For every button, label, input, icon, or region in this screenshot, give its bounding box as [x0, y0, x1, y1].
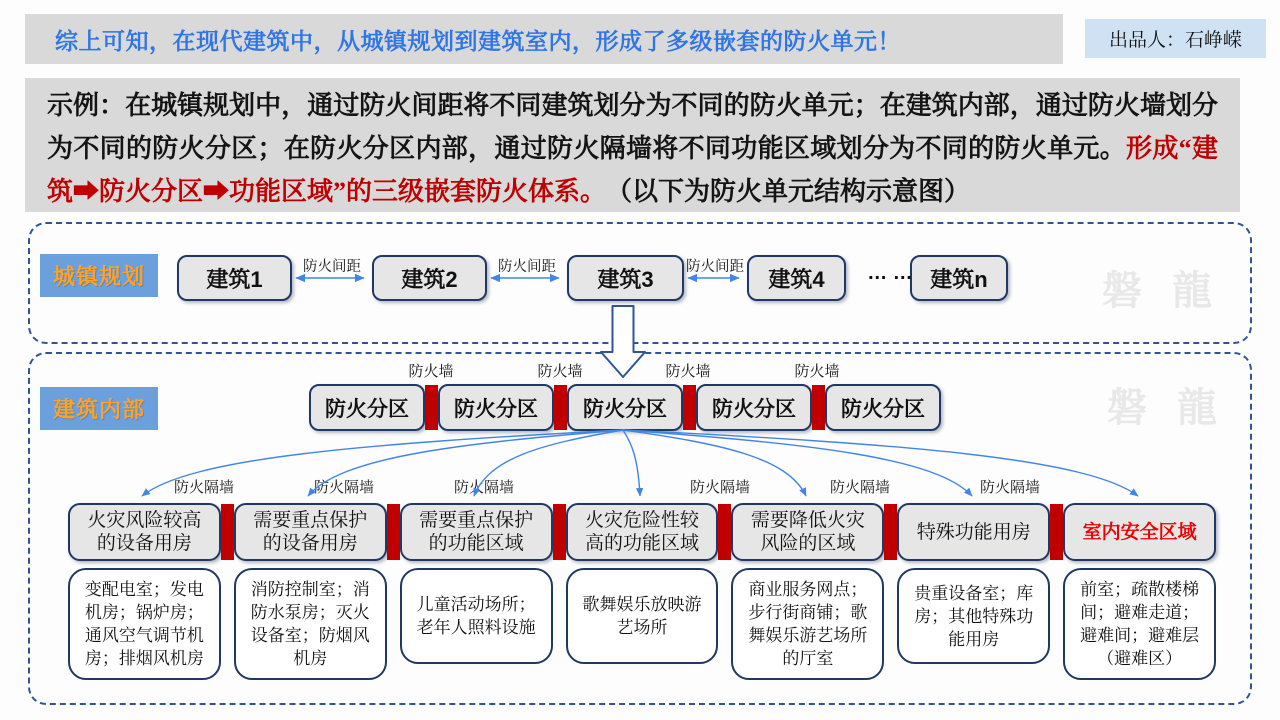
fire-compartment-box-4: 防火分区	[696, 384, 812, 431]
urban-planning-container	[28, 222, 1252, 344]
fire-partition-label-4: 防火隔墙	[689, 479, 750, 496]
fire-compartment-box-3: 防火分区	[567, 384, 683, 431]
fire-compartment-box-5: 防火分区	[825, 384, 941, 431]
unit-detail-5: 商业服务网点；步行街商铺；歌舞娱乐游艺场所的厅室	[731, 568, 884, 680]
intro-paragraph	[25, 78, 1240, 212]
building-box-n: 建筑n	[910, 255, 1008, 301]
unit-detail-row	[68, 568, 1216, 680]
intro-text-2: （以下为防火单元结构示意图）	[593, 177, 971, 206]
unit-detail-2: 消防控制室；消防水泵房；灭火设备室；防烟风机房	[234, 568, 387, 680]
intro-text-1: 示例：在城镇规划中，通过防火间距将不同建筑划分为不同的防火单元；在建筑内部，通过防火墙划分为不同的防火分区；在防火分区内部，通过防火隔墙将不同功能区域划分为不同的防火单元。	[47, 91, 1218, 163]
firewall-bar-4	[812, 385, 825, 430]
ellipsis-text: … …	[867, 262, 913, 284]
unit-title-6: 特殊功能用房	[897, 503, 1050, 561]
fire-partition-label-5: 防火隔墙	[829, 479, 890, 496]
page-title: 综上可知，在现代建筑中，从城镇规划到建筑室内，形成了多级嵌套的防火单元！	[55, 27, 901, 54]
fire-partition-label-3: 防火隔墙	[453, 479, 514, 496]
partition-bar-6	[1050, 504, 1063, 560]
unit-detail-4: 歌舞娱乐放映游艺场所	[566, 568, 719, 664]
fire-separation-label-2: 防火间距	[498, 259, 556, 275]
unit-title-safe-area: 室内安全区域	[1063, 503, 1216, 561]
fire-separation-label-3: 防火间距	[686, 259, 744, 275]
functional-unit-row	[68, 503, 1216, 561]
unit-detail-1: 变配电室；发电机房；锅炉房；通风空气调节机房；排烟风机房	[68, 568, 221, 680]
intro-text-red: 形成“建筑➡防火分区➡功能区域”的三级嵌套防火体系。	[47, 134, 1218, 206]
unit-title-5: 需要降低火灾风险的区域	[731, 503, 884, 561]
partition-bar-5	[884, 504, 897, 560]
urban-planning-label: 城镇规划	[40, 254, 158, 297]
unit-title-4: 火灾危险性较高的功能区域	[566, 503, 719, 561]
firewall-bar-2	[554, 385, 567, 430]
watermark-urban: 磐 龍	[1102, 268, 1222, 313]
firewall-bar-1	[425, 385, 438, 430]
header-bar	[25, 14, 1063, 64]
unit-detail-3: 儿童活动场所；老年人照料设施	[400, 568, 553, 664]
fire-compartment-box-1: 防火分区	[309, 384, 425, 431]
partition-bar-1	[221, 504, 234, 560]
publisher-badge: 出品人：石峥嵘	[1085, 19, 1266, 58]
partition-bar-3	[553, 504, 566, 560]
firewall-label-1: 防火墙	[408, 363, 454, 380]
building-box-1: 建筑1	[177, 255, 292, 301]
building-box-3: 建筑3	[567, 255, 684, 301]
building-box-2: 建筑2	[372, 255, 487, 301]
firewall-label-3: 防火墙	[665, 363, 711, 380]
watermark-interior: 磐 龍	[1107, 385, 1227, 430]
fire-partition-label-6: 防火隔墙	[979, 479, 1040, 496]
unit-title-3: 需要重点保护的功能区域	[400, 503, 553, 561]
fire-partition-label-1: 防火隔墙	[173, 479, 234, 496]
unit-detail-6: 贵重设备室；库房；其他特殊功能用房	[897, 568, 1050, 664]
building-interior-container	[28, 352, 1252, 705]
building-box-4: 建筑4	[747, 255, 846, 301]
fire-separation-label-1: 防火间距	[303, 259, 361, 275]
partition-bar-2	[387, 504, 400, 560]
unit-title-1: 火灾风险较高的设备用房	[68, 503, 221, 561]
unit-detail-7: 前室；疏散楼梯间；避难走道；避难间；避难层（避难区）	[1063, 568, 1216, 680]
fire-partition-label-2: 防火隔墙	[313, 479, 374, 496]
firewall-label-4: 防火墙	[794, 363, 840, 380]
firewall-bar-3	[683, 385, 696, 430]
fire-compartment-box-2: 防火分区	[438, 384, 554, 431]
partition-bar-4	[718, 504, 731, 560]
firewall-label-2: 防火墙	[537, 363, 583, 380]
building-interior-label: 建筑内部	[40, 387, 158, 430]
fire-compartment-row	[309, 384, 941, 431]
unit-title-2: 需要重点保护的设备用房	[234, 503, 387, 561]
